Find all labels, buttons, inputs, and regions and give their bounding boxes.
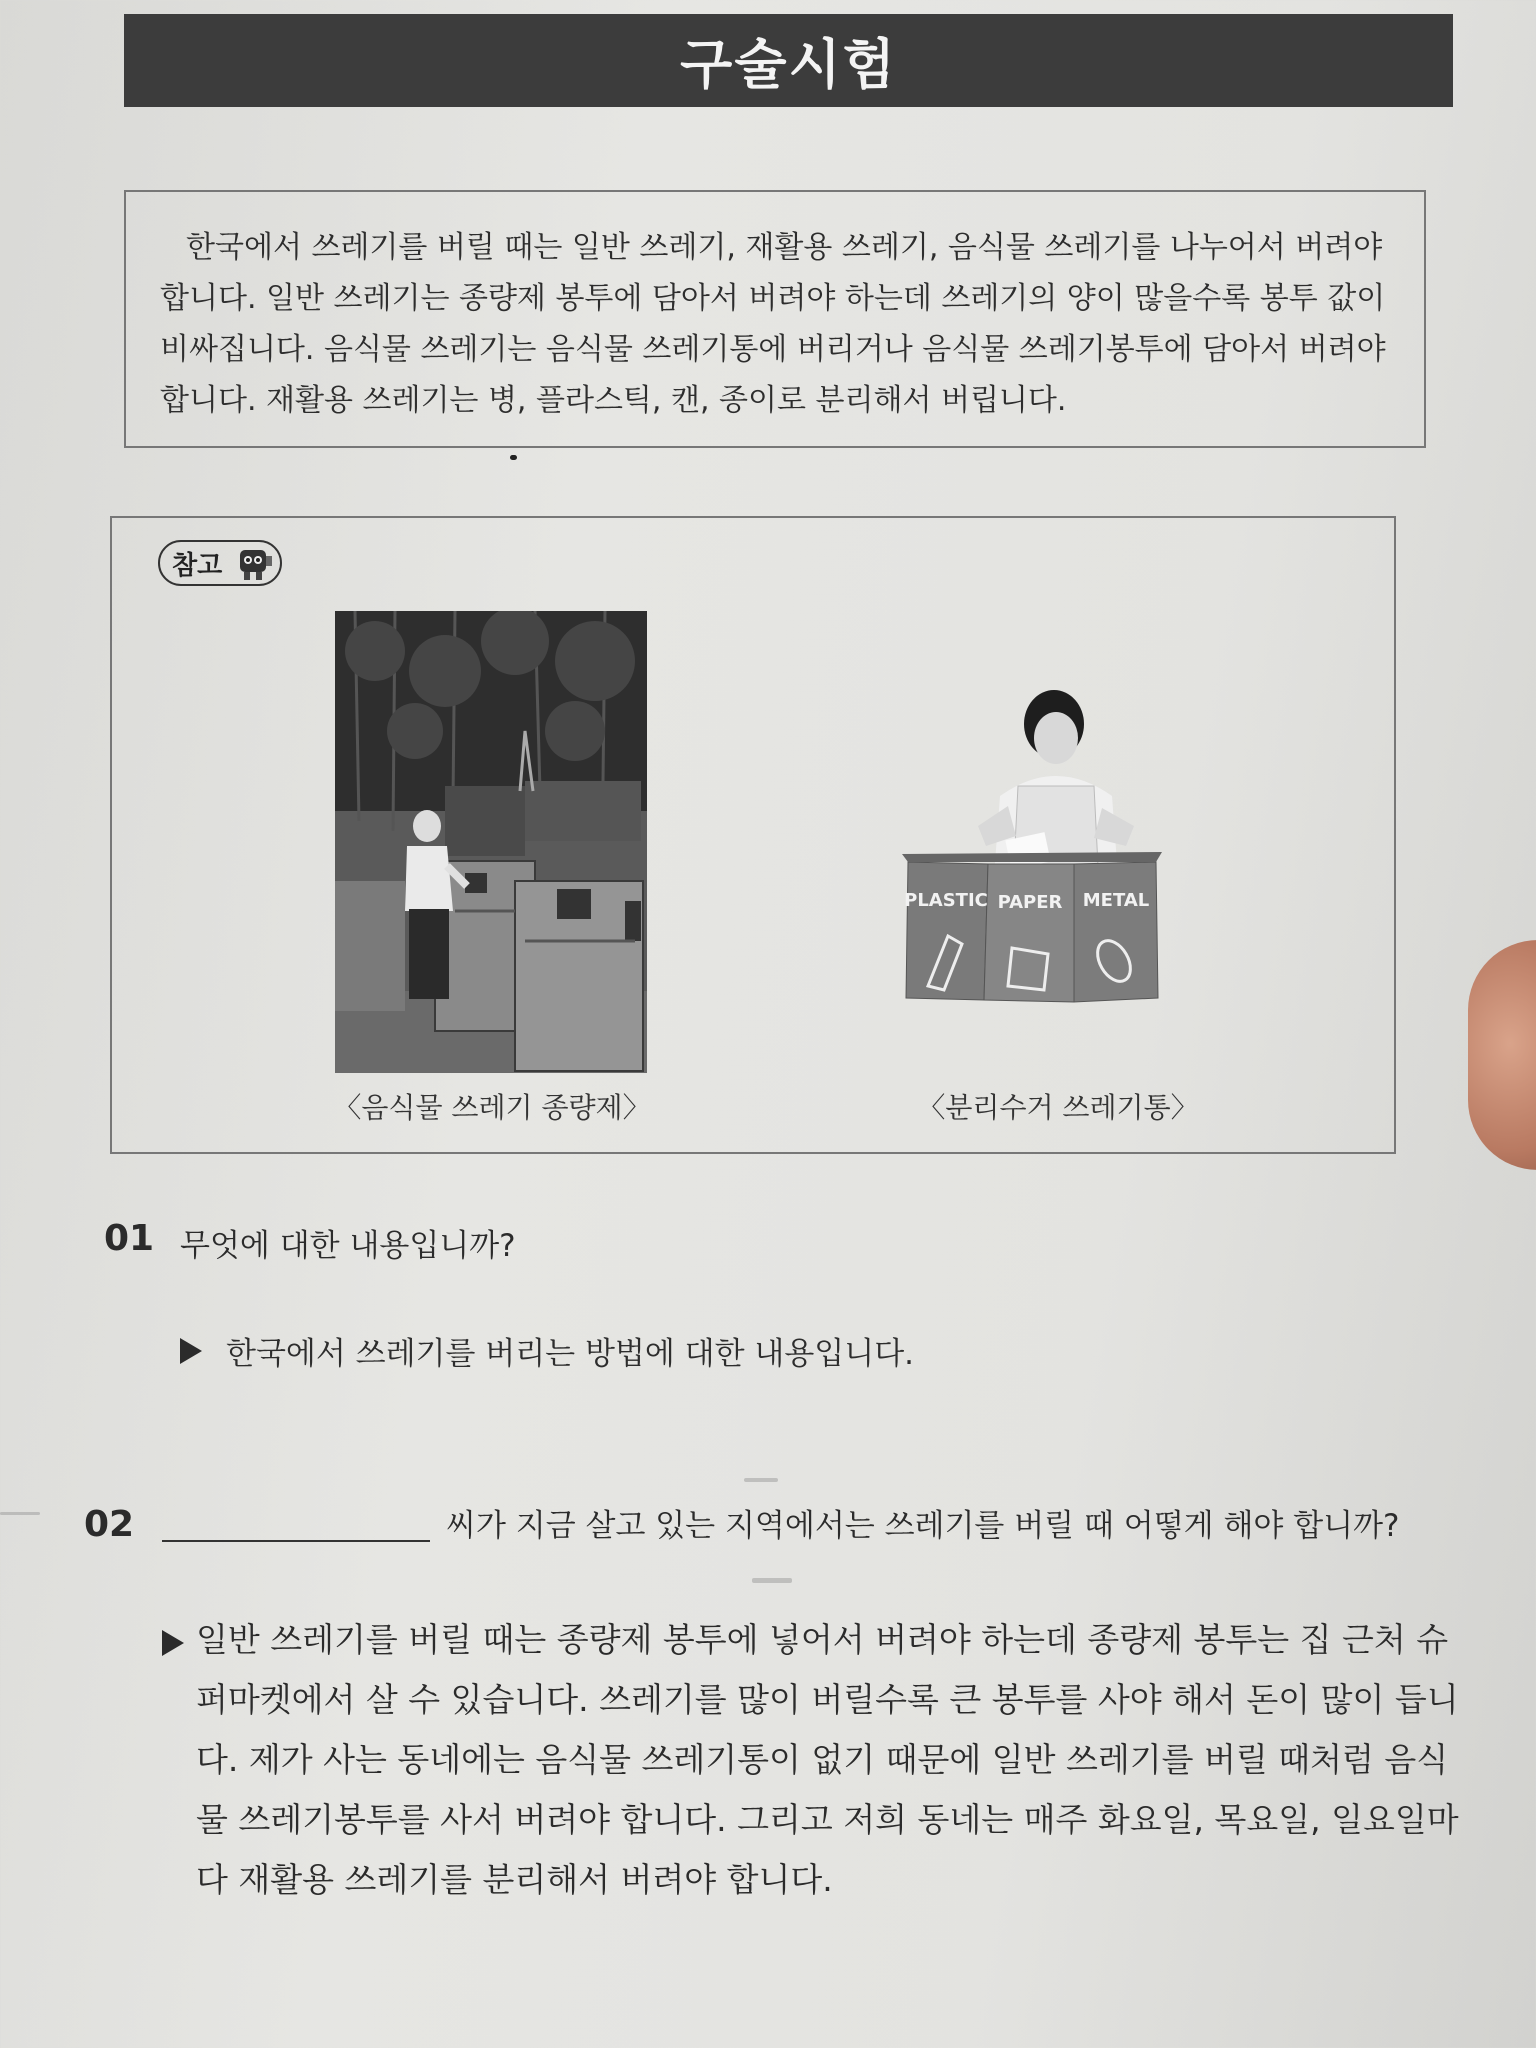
photo-caption-recycling: 〈분리수거 쓰레기통〉: [917, 1091, 1199, 1124]
recycling-bin-set: [902, 852, 1162, 1002]
answer-text: [196, 1610, 1476, 1910]
answer-text: 한국에서 쓰레기를 버리는 방법에 대한 내용입니다.: [226, 1336, 914, 1372]
answer-paragraph: 일반 쓰레기를 버릴 때는 종량제 봉투에 넣어서 버려야 하는데 종량제 봉투는 집 근처 슈퍼마켓에서 살 수 있습니다. 쓰레기를 많이 버릴수록 큰 봉투를 사야 해서 돈이 많이 듭니다. 제가 사는 동네에는 음식물 쓰레기통이 없기 때문에 일반 쓰레기를 버릴 때처럼 음식물 쓰레기봉투를 사서 버려야 합니다. 그리고 저희 동네는 매주 화요일, 목요일, 일요일마다 재활용 쓰레기를 분리해서 버려야 합니다.: [196, 1620, 1459, 1899]
recycling-bins-photo: [888, 686, 1224, 1006]
ink-smudge: [744, 1478, 778, 1482]
question-number: 01: [104, 1218, 155, 1259]
ink-dot: [510, 455, 517, 460]
question-number: 02: [84, 1504, 135, 1545]
reference-box: [110, 516, 1396, 1154]
photo-caption-food-waste: 〈음식물 쓰레기 종량제〉: [333, 1091, 651, 1124]
reading-passage: [124, 190, 1426, 448]
reference-badge: [158, 540, 282, 586]
question-text: 무엇에 대한 내용입니까?: [180, 1228, 516, 1264]
thumb: [1468, 940, 1536, 1170]
question-text: 씨가 지금 살고 있는 지역에서는 쓰레기를 버릴 때 어떻게 해야 합니까?: [446, 1508, 1400, 1544]
ink-smudge: [0, 1512, 40, 1515]
bin-label-paper: PAPER: [997, 892, 1063, 913]
page-header: [124, 14, 1453, 107]
page-title: 구술시험: [680, 33, 897, 96]
mascot-icon: [234, 546, 274, 582]
food-waste-bins-photo: [335, 611, 647, 1073]
bin-label-plastic: PLASTIC: [904, 890, 988, 911]
play-arrow-icon: [180, 1338, 202, 1364]
reference-badge-label: 참고: [172, 550, 223, 581]
passage-text: 한국에서 쓰레기를 버릴 때는 일반 쓰레기, 재활용 쓰레기, 음식물 쓰레기를 나누어서 버려야 합니다. 일반 쓰레기는 종량제 봉투에 담아서 버려야 하는데 쓰레기의 양이 많을수록 봉투 값이 비싸집니다. 음식물 쓰레기는 음식물 쓰레기통에 버리거나 음식물 쓰레기봉투에 담아서 버려야 합니다. 재활용 쓰레기는 병, 플라스틱, 캔, 종이로 분리해서 버립니다.: [160, 230, 1386, 418]
name-blank[interactable]: [162, 1540, 430, 1542]
play-arrow-icon: [162, 1630, 184, 1656]
bin-label-metal: METAL: [1082, 890, 1150, 911]
ink-smudge: [752, 1578, 792, 1583]
